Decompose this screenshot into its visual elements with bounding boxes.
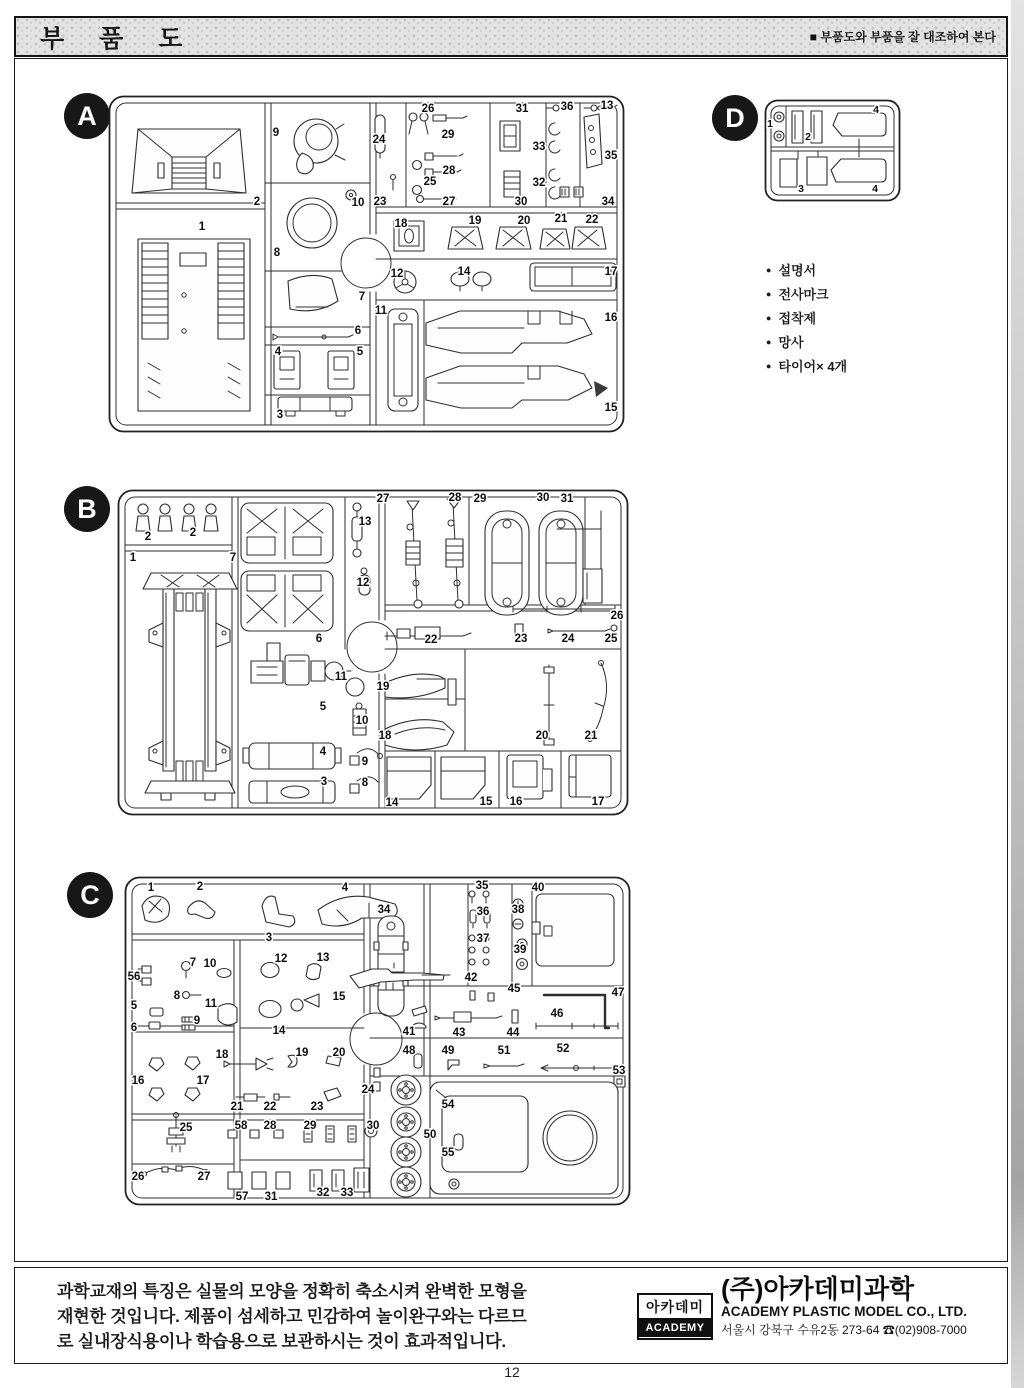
part-number-label: 24 [361,1084,375,1096]
scan-edge-shadow [1011,0,1024,1388]
notice-line: 재현한 것입니다. 제품이 섬세하고 민감하여 놀이완구와는 다르므 [57,1307,527,1326]
part-number-label: 1 [767,118,773,130]
part-number-label: 32 [532,177,546,189]
part-number-label: 9 [193,1015,201,1027]
part-number-label: 34 [377,904,391,916]
header-bar [14,16,1008,57]
part-number-label: 36 [560,101,574,113]
part-number-label: 45 [507,983,521,995]
part-number-label: 36 [476,906,490,918]
part-number-label: 2 [144,531,152,543]
part-number-label: 41 [402,1026,416,1038]
part-number-label: 57 [235,1191,249,1203]
part-number-label: 30 [536,492,550,504]
sprue-c-parts [138,891,625,1197]
part-number-label: 3 [265,932,273,944]
part-number-label: 8 [361,777,369,789]
part-number-label: 46 [550,1008,564,1020]
part-number-label: 12 [390,268,404,280]
part-number-label: 17 [196,1075,210,1087]
part-number-label: 10 [203,958,217,970]
part-number-label: 17 [591,796,605,808]
part-number-label: 16 [131,1075,145,1087]
part-number-label: 2 [196,881,204,893]
company-name-english: ACADEMY PLASTIC MODEL CO., LTD. [721,1304,968,1319]
part-number-label: 35 [604,150,618,162]
header-note: ■ 부품도와 부품을 잘 대조하여 본다 [809,30,996,44]
part-number-label: 11 [374,305,388,317]
part-number-label: 12 [356,577,370,589]
notice-text [57,1279,527,1354]
part-number-label: 23 [310,1101,324,1113]
part-number-label: 11 [334,671,348,683]
accessory-item: ● 망사 [766,332,847,351]
part-number-label: 19 [376,681,390,693]
part-number-label: 2 [253,196,261,208]
part-number-label: 34 [601,196,615,208]
part-number-label: 44 [506,1027,520,1039]
part-number-label: 33 [340,1187,354,1199]
part-number-label: 7 [229,552,237,564]
part-number-label: 43 [452,1027,466,1039]
part-number-label: 23 [373,196,387,208]
part-number-label: 1 [198,221,206,233]
part-number-label: 31 [515,103,529,115]
part-number-label: 50 [423,1129,437,1141]
part-number-label: 31 [264,1191,278,1203]
part-number-label: 29 [303,1120,317,1132]
part-number-label: 21 [230,1101,244,1113]
part-number-label: 31 [560,493,574,505]
part-number-label: 13 [358,516,372,528]
accessory-item: ● 타이어× 4개 [766,356,847,375]
part-number-label: 42 [464,972,478,984]
part-number-label: 33 [532,141,546,153]
academy-logo-english: ACADEMY [639,1318,711,1337]
sprue-d-badge: D [712,95,758,141]
part-number-label: 25 [604,633,618,645]
part-number-label: 22 [424,634,438,646]
part-number-label: 27 [376,493,390,505]
part-number-label: 15 [332,991,346,1003]
part-number-label: 18 [378,730,392,742]
part-number-label: 18 [394,218,408,230]
part-number-label: 54 [441,1099,455,1111]
company-name: (주)아카데미과학 [721,1274,915,1304]
page-number: 12 [504,1364,520,1380]
academy-logo [637,1293,713,1340]
part-number-label: 30 [514,196,528,208]
part-number-label: 53 [612,1065,626,1077]
part-number-label: 58 [234,1120,248,1132]
part-number-label: 6 [315,633,323,645]
part-number-label: 48 [402,1045,416,1057]
part-number-label: 20 [535,730,549,742]
part-number-label: 20 [517,215,531,227]
part-number-label: 47 [611,987,625,999]
part-number-label: 14 [272,1025,286,1037]
accessory-item: ● 접착제 [766,308,847,327]
part-number-label: 8 [273,247,281,259]
footer-box [14,1267,1008,1364]
part-number-label: 14 [385,797,399,809]
sprue-b-diagram [117,489,629,816]
part-number-label: 2 [805,131,811,143]
part-number-label: 4 [341,882,349,894]
part-number-label: 3 [276,409,284,421]
part-number-label: 17 [604,266,618,278]
sprue-a-badge: A [64,93,110,139]
part-number-label: 25 [423,176,437,188]
accessory-item: ● 설명서 [766,260,847,279]
sprue-d-diagram [764,99,901,202]
part-number-label: 26 [421,103,435,115]
accessory-list [766,260,847,380]
part-number-label: 55 [441,1147,455,1159]
part-number-label: 22 [263,1101,277,1113]
part-number-label: 32 [316,1187,330,1199]
notice-line: 과학교재의 특징은 실물의 모양을 정확히 축소시켜 완벽한 모형을 [57,1282,527,1301]
part-number-label: 26 [131,1171,145,1183]
part-number-label: 5 [130,1000,138,1012]
part-number-label: 29 [473,493,487,505]
part-number-label: 28 [442,165,456,177]
sprue-c-badge: C [67,872,113,918]
part-number-label: 24 [561,633,575,645]
sprue-c-diagram [124,876,631,1206]
part-number-label: 6 [354,325,362,337]
part-number-label: 2 [189,527,197,539]
part-number-label: 29 [441,129,455,141]
part-number-label: 19 [468,215,482,227]
part-number-label: 6 [130,1022,138,1034]
accessory-item: ● 전사마크 [766,284,847,303]
part-number-label: 28 [448,492,462,504]
company-address: 서울시 강북구 수유2동 273-64 ☎(02)908-7000 [721,1323,967,1337]
part-number-label: 16 [604,312,618,324]
part-number-label: 16 [509,796,523,808]
part-number-label: 19 [295,1047,309,1059]
part-number-label: 4 [274,346,282,358]
part-number-label: 18 [215,1049,229,1061]
part-number-label: 25 [179,1122,193,1134]
part-number-label: 7 [358,291,366,303]
part-number-label: 26 [610,610,624,622]
part-number-label: 22 [585,214,599,226]
part-number-label: 56 [127,971,141,983]
part-number-label: 15 [604,402,618,414]
part-number-label: 49 [441,1045,455,1057]
part-number-label: 23 [514,633,528,645]
part-number-label: 21 [554,213,568,225]
sprue-d-parts [774,111,886,187]
company-info [721,1275,1007,1338]
part-number-label: 35 [475,880,489,892]
part-number-label: 5 [356,346,364,358]
notice-line: 로 실내장식용이나 학습용으로 보관하시는 것이 효과적입니다. [57,1332,506,1351]
part-number-label: 37 [476,933,490,945]
academy-logo-korean: 아카데미 [645,1298,705,1315]
part-number-label: 11 [204,998,218,1010]
part-number-label: 15 [479,796,493,808]
part-number-label: 5 [319,701,327,713]
part-number-label: 27 [442,196,456,208]
part-number-label: 14 [457,266,471,278]
part-number-label: 9 [361,756,369,768]
part-number-label: 28 [263,1120,277,1132]
part-number-label: 40 [531,882,545,894]
part-number-label: 8 [173,990,181,1002]
part-number-label: 10 [355,715,369,727]
part-number-label: 51 [497,1045,511,1057]
sprue-b-badge: B [64,486,110,532]
part-number-label: 20 [332,1047,346,1059]
part-number-label: 24 [372,134,386,146]
part-number-label: 39 [513,944,527,956]
page-title: 부 품 도 [40,24,197,53]
part-number-label: 30 [366,1120,380,1132]
part-number-label: 38 [511,904,525,916]
part-number-label: 4 [873,104,879,116]
sprue-a-diagram [108,95,625,433]
part-number-label: 4 [872,183,878,195]
part-number-label: 1 [129,552,137,564]
part-number-label: 7 [189,957,197,969]
part-number-label: 1 [147,882,155,894]
part-number-label: 21 [584,730,598,742]
part-number-label: 3 [320,776,328,788]
part-number-label: 10 [351,197,365,209]
part-number-label: 52 [556,1043,570,1055]
part-number-label: 9 [272,127,280,139]
part-number-label: 13 [600,100,614,112]
part-number-label: 13 [316,952,330,964]
part-number-label: 27 [197,1171,211,1183]
part-number-label: 4 [319,746,327,758]
part-number-label: 3 [798,183,804,195]
part-number-label: 12 [274,953,288,965]
